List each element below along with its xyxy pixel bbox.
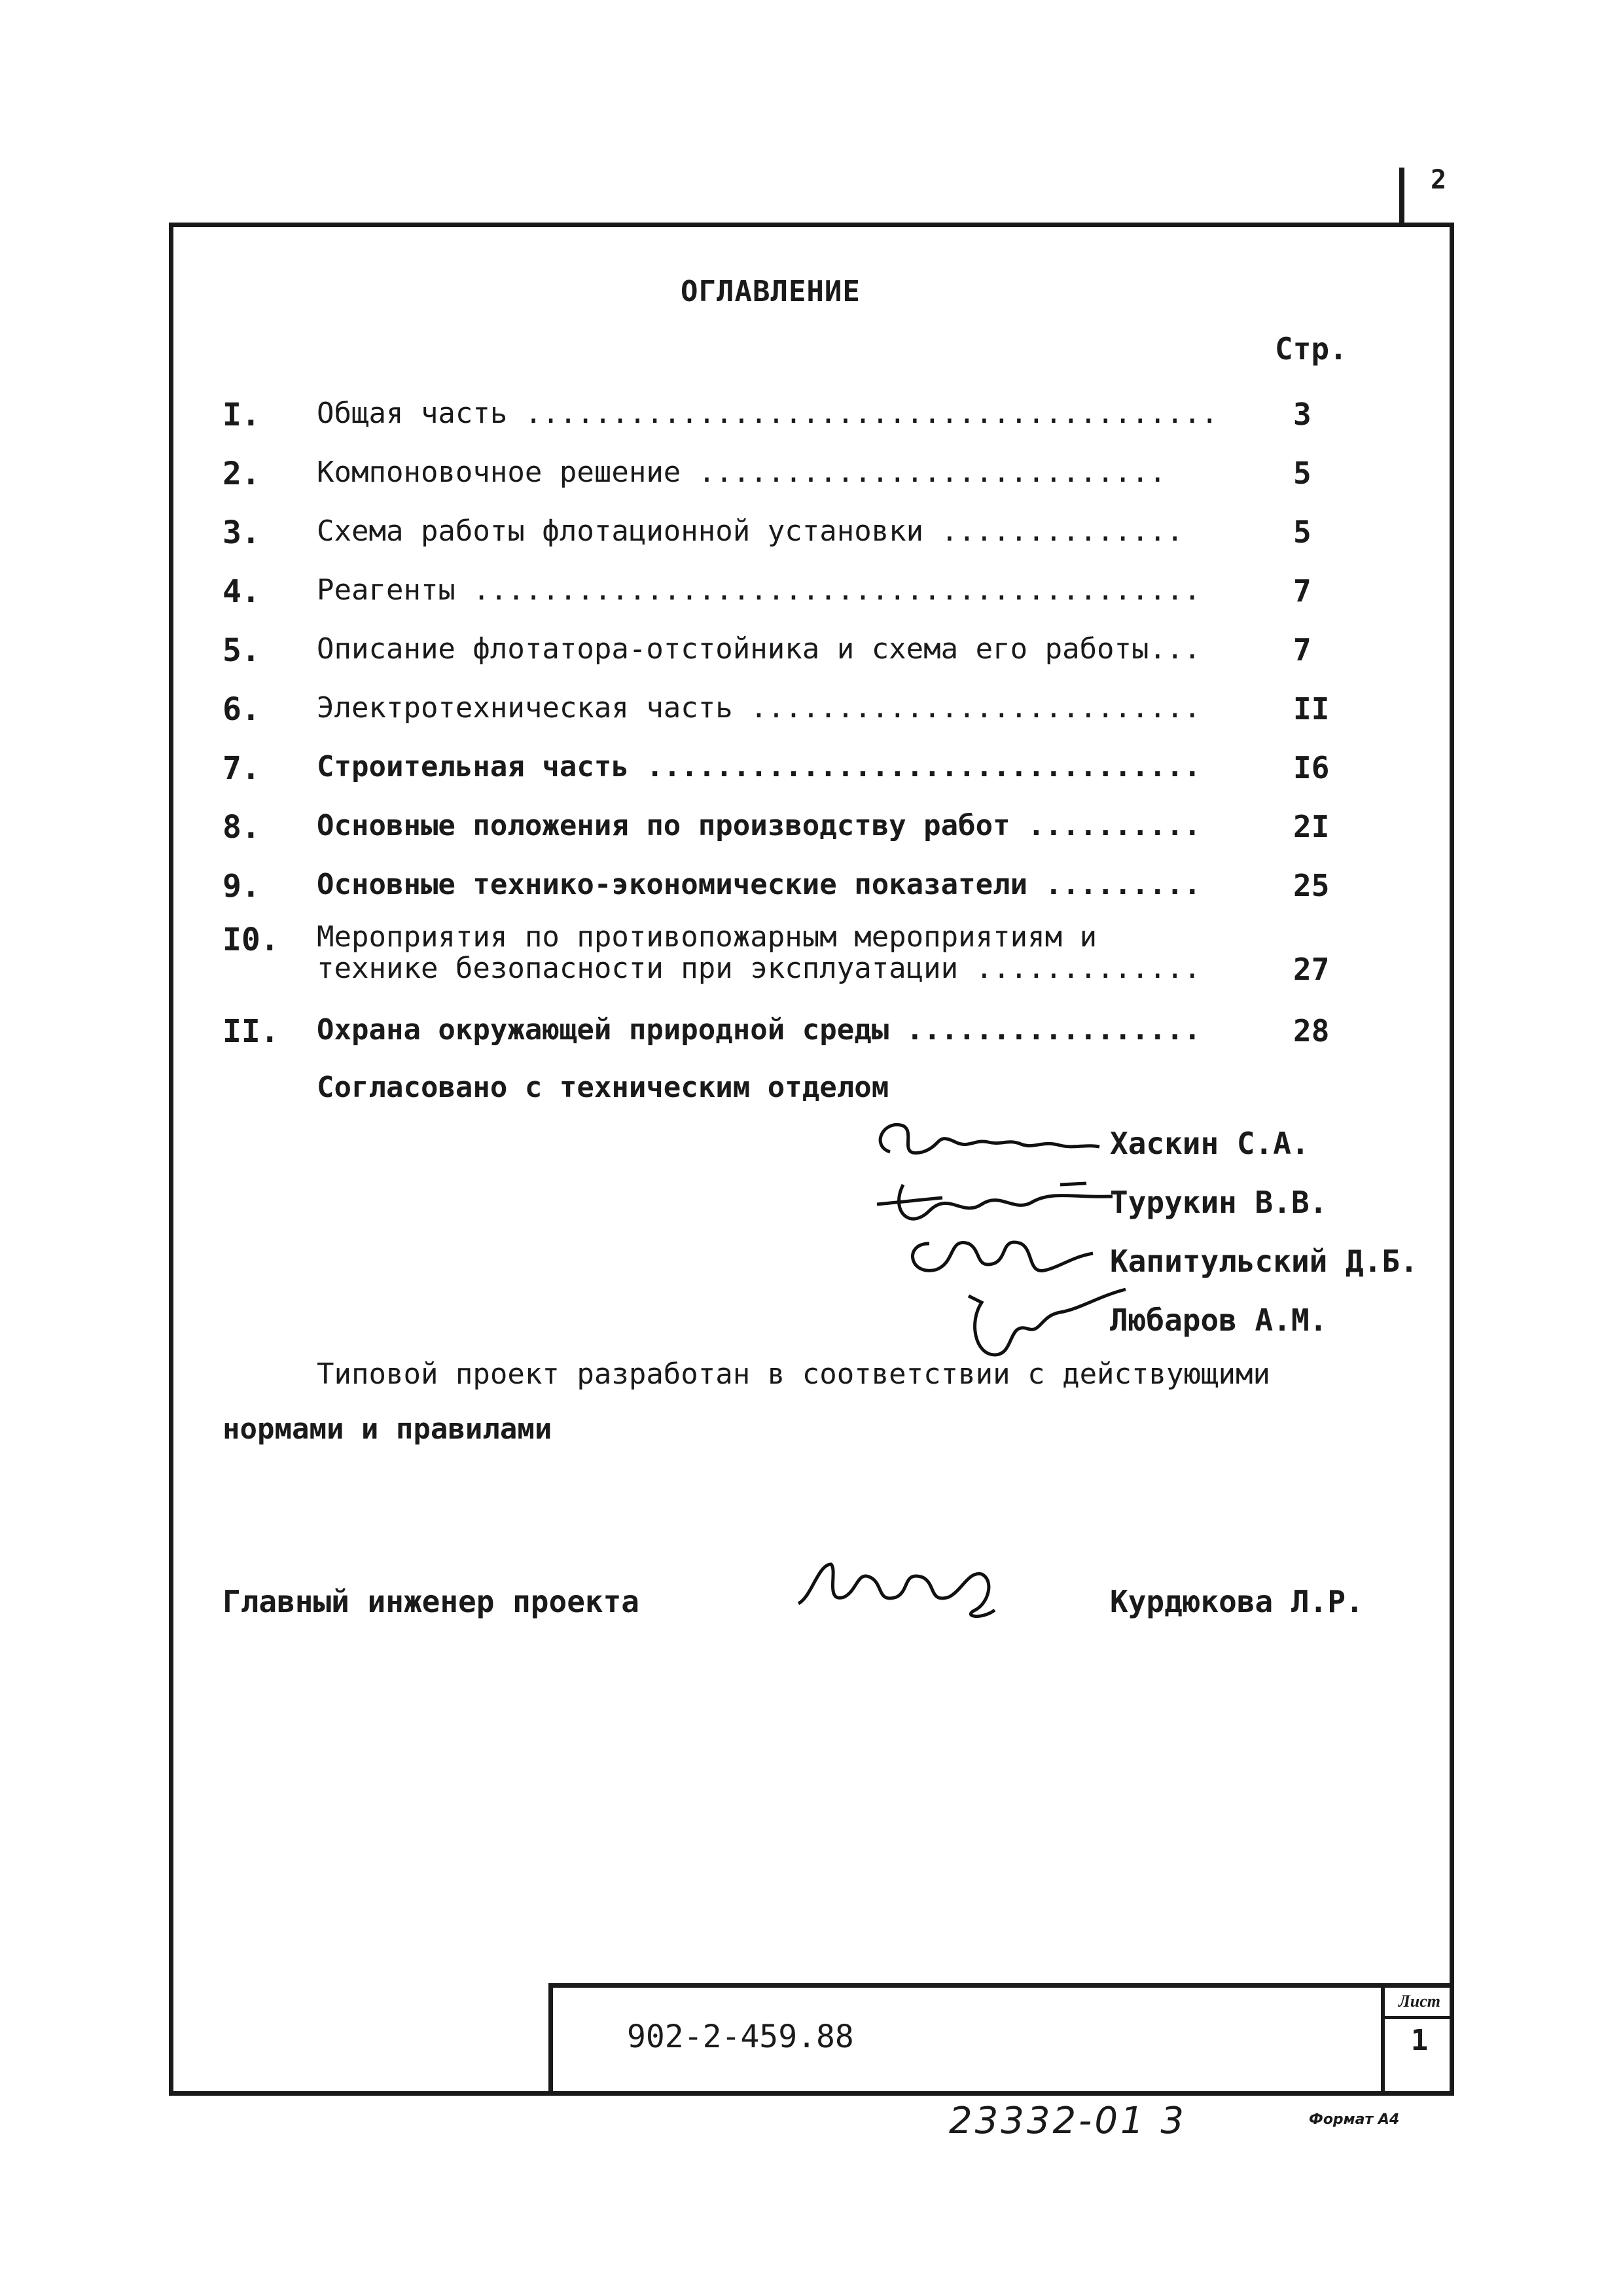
toc-item-number: 9. (223, 868, 260, 905)
toc-item-page: 5 (1293, 514, 1311, 550)
chief-engineer-name: Курдюкова Л.Р. (1110, 1584, 1364, 1619)
toc-item-page: 25 (1293, 868, 1330, 903)
chief-signature (785, 1545, 1021, 1630)
toc-item-number: I. (223, 397, 260, 433)
toc-item-text: Компоновочное решение ........................... (317, 456, 1167, 489)
inventory-number: 23332-01 3 (949, 2100, 1187, 2142)
toc-item (223, 514, 1361, 567)
toc-item (223, 573, 1361, 626)
toc-item (223, 750, 1361, 802)
toc-item-text: Основные положения по производству работ .......... (317, 809, 1202, 842)
toc-item-page: 5 (1293, 456, 1311, 491)
sheet-cell (1381, 1987, 1454, 2096)
toc-item (223, 397, 1361, 449)
toc-item-text: Охрана окружающей природной среды ................. (317, 1013, 1202, 1047)
toc-item-number: 2. (223, 456, 260, 492)
toc-item-page: I6 (1293, 750, 1330, 785)
signer-name: Турукин В.В. (1110, 1185, 1328, 1220)
signer-name: Любаров А.М. (1110, 1302, 1328, 1338)
toc-item-page: 2I (1293, 809, 1330, 844)
toc-item-text-line2: технике безопасности при эксплуатации ............. (317, 953, 1202, 984)
toc-item-page: 3 (1293, 397, 1311, 432)
toc-item-number: 7. (223, 750, 260, 787)
chief-engineer-label: Главный инженер проекта (223, 1584, 639, 1619)
corner-mark (1399, 168, 1404, 225)
statement-line2: нормами и правилами (223, 1412, 552, 1446)
sheet-label: Лист (1385, 1987, 1454, 2019)
toc-item-text: Электротехническая часть .......................... (317, 691, 1202, 725)
toc-item-text: Основные технико-экономические показатели ......... (317, 868, 1202, 901)
toc-title: ОГЛАВЛЕНИЕ (681, 275, 861, 308)
agreed-text: Согласовано с техническим отделом (317, 1071, 889, 1104)
toc-item-number: 8. (223, 809, 260, 846)
toc-item (223, 691, 1361, 744)
toc-item-page: II (1293, 691, 1330, 726)
toc-item-number: II. (223, 1013, 279, 1050)
toc-item-number: 3. (223, 514, 260, 551)
toc-item-page: 7 (1293, 632, 1311, 668)
toc-item (223, 632, 1361, 685)
toc-item-number: I0. (223, 922, 279, 958)
toc-item-text: Общая часть ........................................ (317, 397, 1219, 430)
toc-item-text-line1: Мероприятия по противопожарным мероприятиям и (317, 922, 1097, 953)
signature-3 (897, 1217, 1119, 1289)
format-label: Формат А4 (1309, 2111, 1400, 2128)
signer-name: Хаскин С.А. (1110, 1126, 1310, 1161)
toc-item-text: Описание флотатора-отстойника и схема его работы... (317, 632, 1202, 666)
sheet-number: 2 (1431, 165, 1447, 195)
toc-item-text (317, 922, 1259, 984)
document-code: 902-2-459.88 (627, 2018, 854, 2055)
toc-item (223, 809, 1361, 861)
page-column-heading: Стр. (1275, 331, 1347, 367)
toc-item-page: 7 (1293, 573, 1311, 609)
toc-item-text: Строительная часть ................................ (317, 750, 1202, 783)
toc-item (223, 922, 1361, 1000)
toc-item-text: Схема работы флотационной установки .............. (317, 514, 1184, 548)
toc-item (223, 868, 1361, 920)
toc-item-page: 27 (1293, 952, 1330, 987)
toc-item (223, 1013, 1361, 1066)
statement-line1: Типовой проект разработан в соответствии с действующими (317, 1357, 1270, 1391)
toc-item (223, 456, 1361, 508)
toc-item-number: 5. (223, 632, 260, 669)
toc-item-text: Реагенты .......................................... (317, 573, 1202, 607)
toc-item-number: 4. (223, 573, 260, 610)
signer-name: Капитульский Д.Б. (1110, 1244, 1418, 1279)
toc-item-number: 6. (223, 691, 260, 728)
toc-item-page: 28 (1293, 1013, 1330, 1049)
sheet-value: 1 (1410, 2024, 1429, 2057)
signature-1 (864, 1106, 1113, 1178)
